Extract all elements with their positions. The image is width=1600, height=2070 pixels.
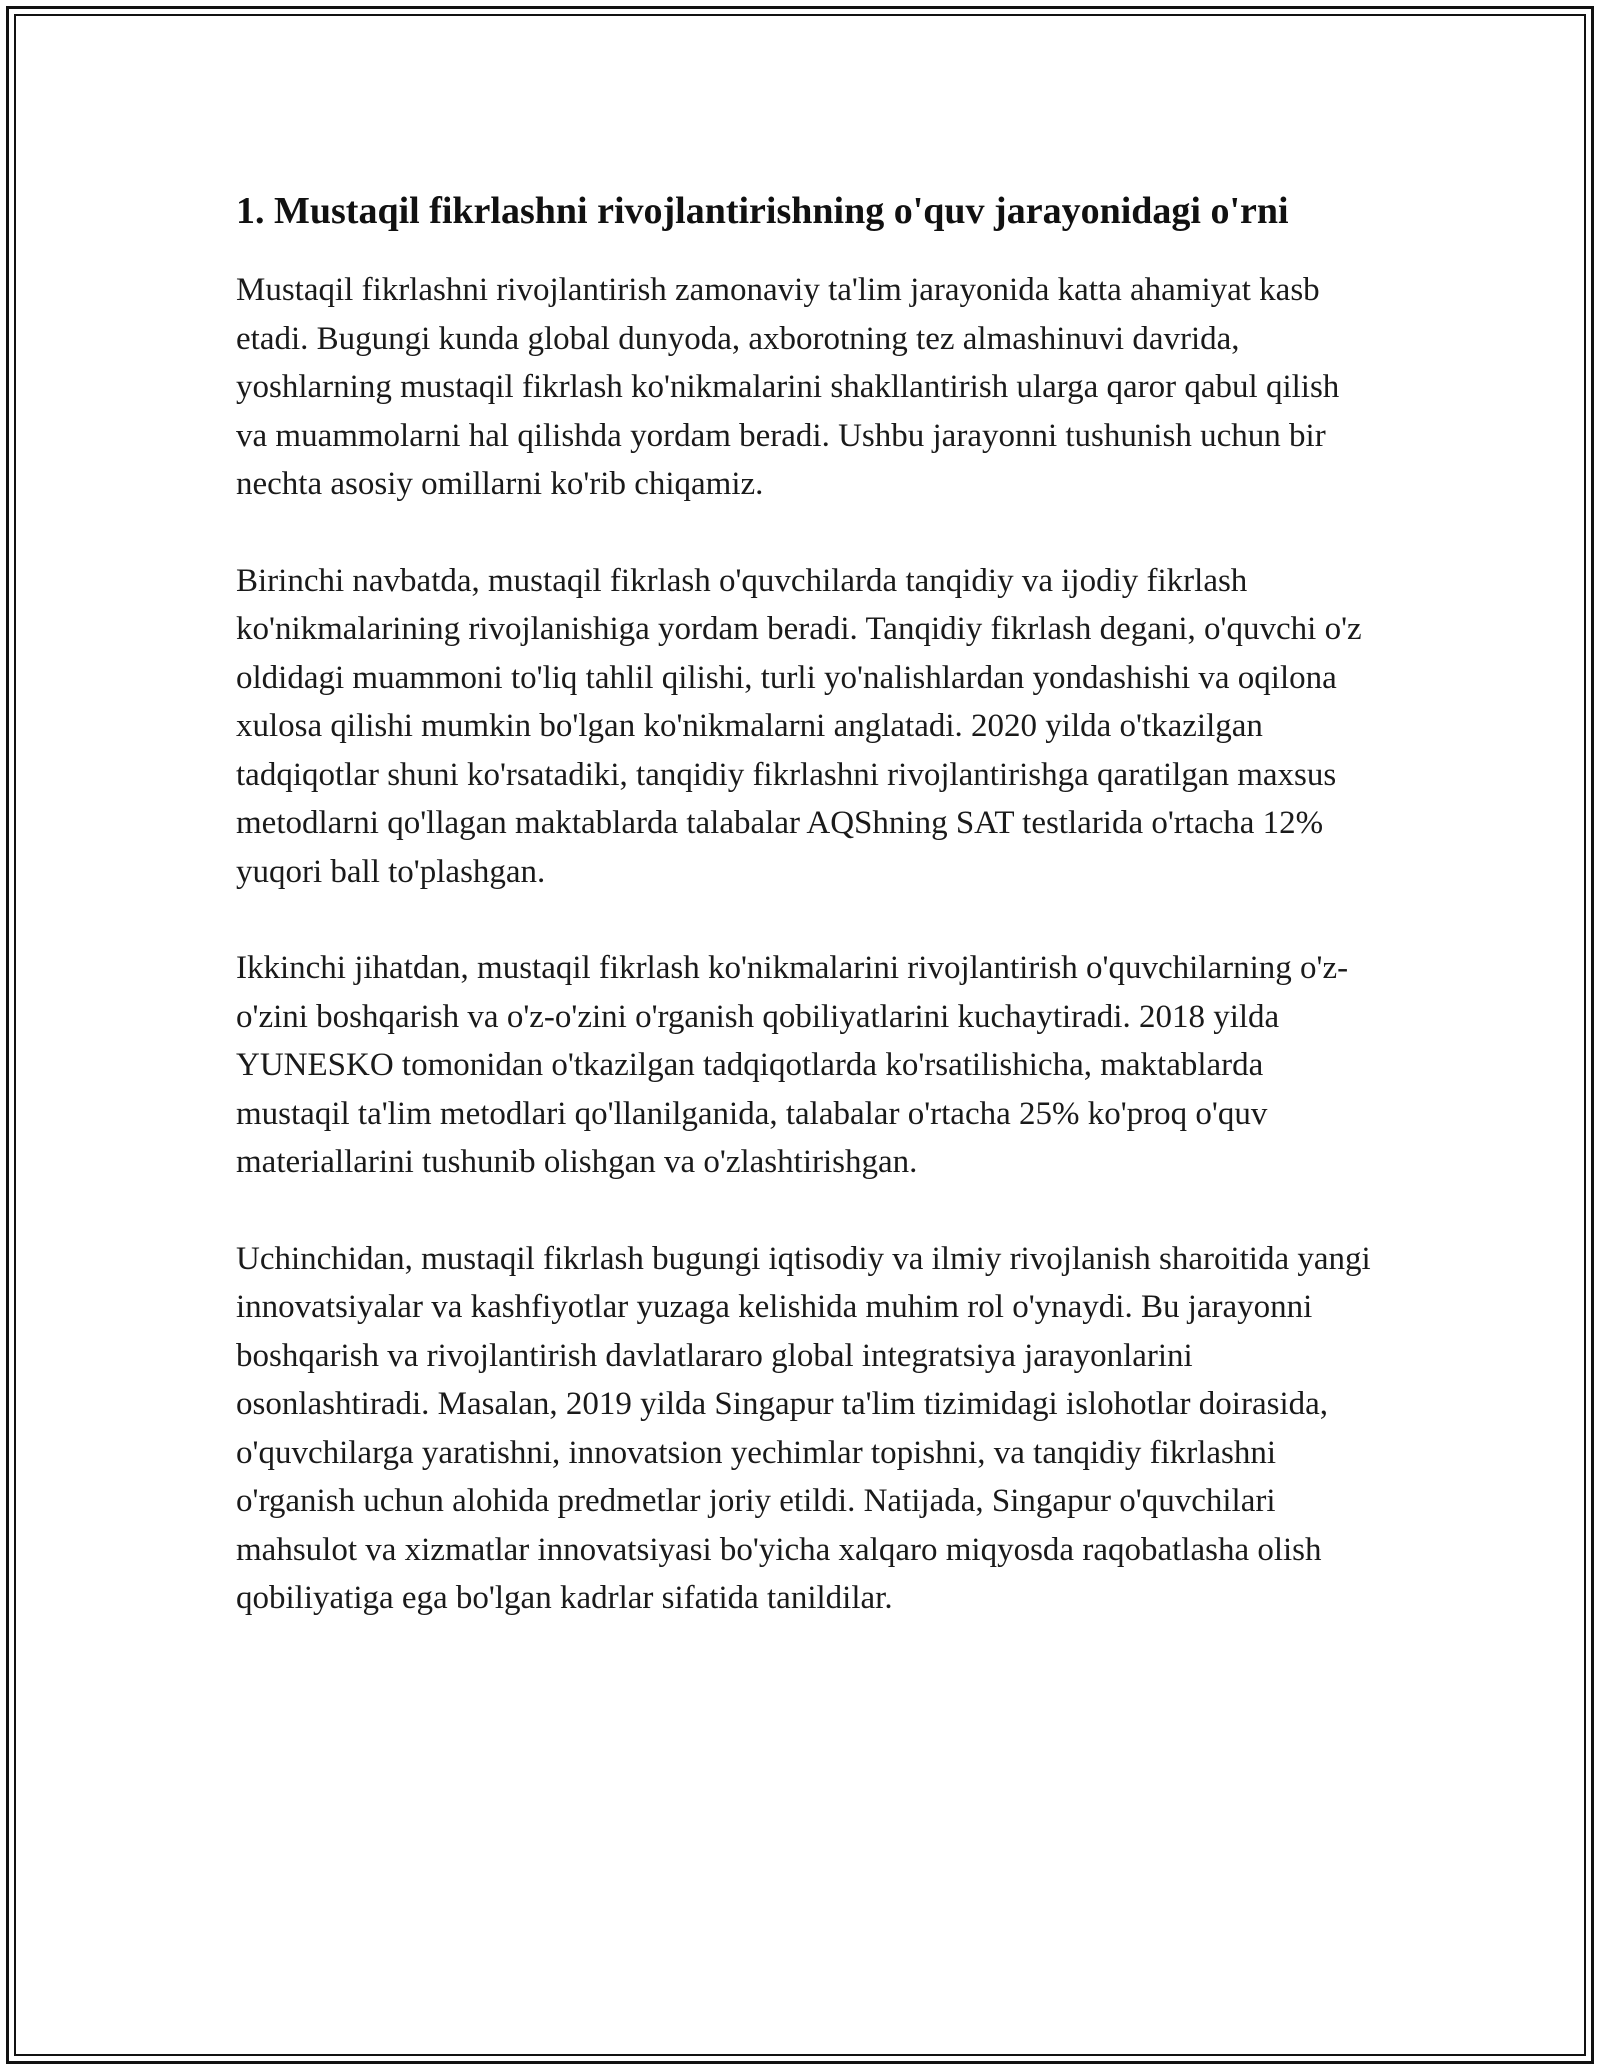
document-body	[236, 184, 1376, 1671]
section-heading: 1. Mustaqil fikrlashni rivojlantirishning o'quv jarayonidagi o'rni	[236, 190, 1289, 232]
paragraph-intro: Mustaqil fikrlashni rivojlantirish zamonaviy ta'lim jarayonida katta ahamiyat kasb etadi. Bugungi kunda global dunyoda, axborotning tez almashinuvi davrida, yoshlarning mustaqil fikrlash ko'nikmalarini shakllantirish ularga qaror qabul qilish va muammolarni hal qilishda yordam beradi. Ushbu jarayonni tushunish uchun bir nechta asosiy omillarni ko'rib chiqamiz.	[236, 272, 1340, 502]
paragraph-third-point: Uchinchidan, mustaqil fikrlash bugungi iqtisodiy va ilmiy rivojlanish sharoitida yangi innovatsiyalar va kashfiyotlar yuzaga kelishida muhim rol o'ynaydi. Bu jarayonni boshqarish va rivojlantirish davlatlararo global integratsiya jarayonlarini osonlashtiradi. Masalan, 2019 yilda Singapur ta'lim tizimidagi islohotlar doirasida, o'quvchilarga yaratishni, innovatsion yechimlar topishni, va tanqidiy fikrlashni o'rganish uchun alohida predmetlar joriy etildi. Natijada, Singapur o'quvchilari mahsulot va xizmatlar innovatsiyasi bo'yicha xalqaro miqyosda raqobatlasha olish qobiliyatiga ega bo'lgan kadrlar sifatida tanildilar.	[236, 1240, 1371, 1616]
paragraph-second-point: Ikkinchi jihatdan, mustaqil fikrlash ko'nikmalarini rivojlantirish o'quvchilarning o'z-o'zini boshqarish va o'z-o'zini o'rganish qobiliyatlarini kuchaytiradi. 2018 yilda YUNESKO tomonidan o'tkazilgan tadqiqotlarda ko'rsatilishicha, maktablarda mustaqil ta'lim metodlari qo'llanilganida, talabalar o'rtacha 25% ko'proq o'quv materiallarini tushunib olishgan va o'zlashtirishgan.	[236, 950, 1349, 1180]
paragraph-first-point: Birinchi navbatda, mustaqil fikrlash o'quvchilarda tanqidiy va ijodiy fikrlash ko'nikmalarining rivojlanishiga yordam beradi. Tanqidiy fikrlash degani, o'quvchi o'z oldidagi muammoni to'liq tahlil qilishi, turli yo'nalishlardan yondashishi va oqilona xulosa qilishi mumkin bo'lgan ko'nikmalarni anglatadi. 2020 yilda o'tkazilgan tadqiqotlar shuni ko'rsatadiki, tanqidiy fikrlashni rivojlantirishga qaratilgan maxsus metodlarni qo'llagan maktablarda talabalar AQShning SAT testlarida o'rtacha 12% yuqori ball to'plashgan.	[236, 562, 1362, 890]
